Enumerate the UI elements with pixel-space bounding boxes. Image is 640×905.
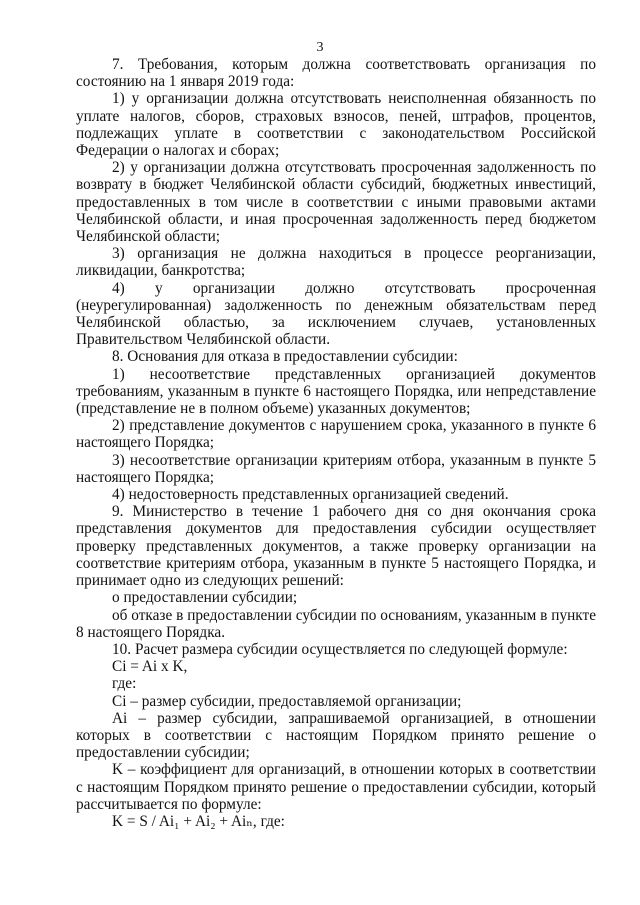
paragraph-7-item-1: 1) у организации должна отсутствовать неисполненная обязанность по уплате налогов, сборов, страховых взносов, пеней, штрафов, процентов, подлежащих уплате в соответствии с законодательством Российской Федерации о налогах и сборах;: [76, 90, 596, 160]
paragraph-8-heading: 8. Основания для отказа в предоставлении субсидии:: [112, 348, 458, 366]
paragraph-9: 9. Министерство в течение 1 рабочего дня со дня окончания срока представления документов для предоставления субсидии осуществляет проверку представленных документов, а также проверку организации на соответствие критериям отбора, указанным в пункте 5 настоящего Порядка, и принимает одно из следующих решений:: [76, 503, 596, 590]
formula-k: K = S / Ai₁ + Ai₂ + Aiₙ, где:: [112, 812, 285, 830]
definition-k: K – коэффициент для организаций, в отношении которых в соответствии с настоящим Порядком принято решение о предоставлении субсидии, который рассчитывается по формуле:: [76, 761, 596, 813]
paragraph-9-decision-refuse: об отказе в предоставлении субсидии по основаниям, указанным в пункте 8 настоящего Порядка.: [76, 606, 596, 641]
paragraph-7-item-3: 3) организация не должна находиться в процессе реорганизации, ликвидации, банкротства;: [76, 245, 596, 280]
page-number: 3: [316, 40, 324, 55]
paragraph-7-item-4: 4) у организации должно отсутствовать просроченная (неурегулированная) задолженность по денежным обязательствам перед Челябинской областью, за исключением случаев, установленных Правительством Челябинской области.: [76, 279, 596, 349]
definition-ai: Ai – размер субсидии, запрашиваемой организацией, в отношении которых в соответствии с настоящим Порядком принято решение о предоставлении субсидии;: [76, 709, 596, 762]
paragraph-8-item-2: 2) представление документов с нарушением срока, указанного в пункте 6 настоящего Порядка;: [76, 417, 596, 452]
paragraph-8-item-4: 4) недостоверность представленных организацией сведений.: [112, 486, 509, 504]
document-body: [76, 56, 596, 830]
paragraph-8-item-1: 1) несоответствие представленных организацией документов требованиям, указанным в пункте 6 настоящего Порядка, или непредставление (представление не в полном объеме) указанных документов;: [76, 365, 596, 418]
formula-ci: Ci = Ai x K,: [112, 658, 188, 676]
paragraph-7-heading: 7. Требования, которым должна соответствовать организация по состоянию на 1 января 2019 года:: [76, 56, 596, 91]
paragraph-7-item-2: 2) у организации должна отсутствовать просроченная задолженность по возврату в бюджет Челябинской области субсидий, бюджетных инвестиций, предоставленных в том числе в соответствии с иными правовыми актами Челябинской области, и иная просроченная задолженность перед бюджетом Челябинской области;: [76, 159, 596, 246]
paragraph-10-heading: 10. Расчет размера субсидии осуществляется по следующей формуле:: [112, 640, 568, 658]
definition-ci: Ci – размер субсидии, предоставляемой организации;: [112, 692, 462, 710]
formula-where: где:: [112, 675, 137, 693]
paragraph-9-decision-grant: о предоставлении субсидии;: [112, 589, 298, 607]
paragraph-8-item-3: 3) несоответствие организации критериям отбора, указанным в пункте 5 настоящего Порядка;: [76, 451, 596, 486]
